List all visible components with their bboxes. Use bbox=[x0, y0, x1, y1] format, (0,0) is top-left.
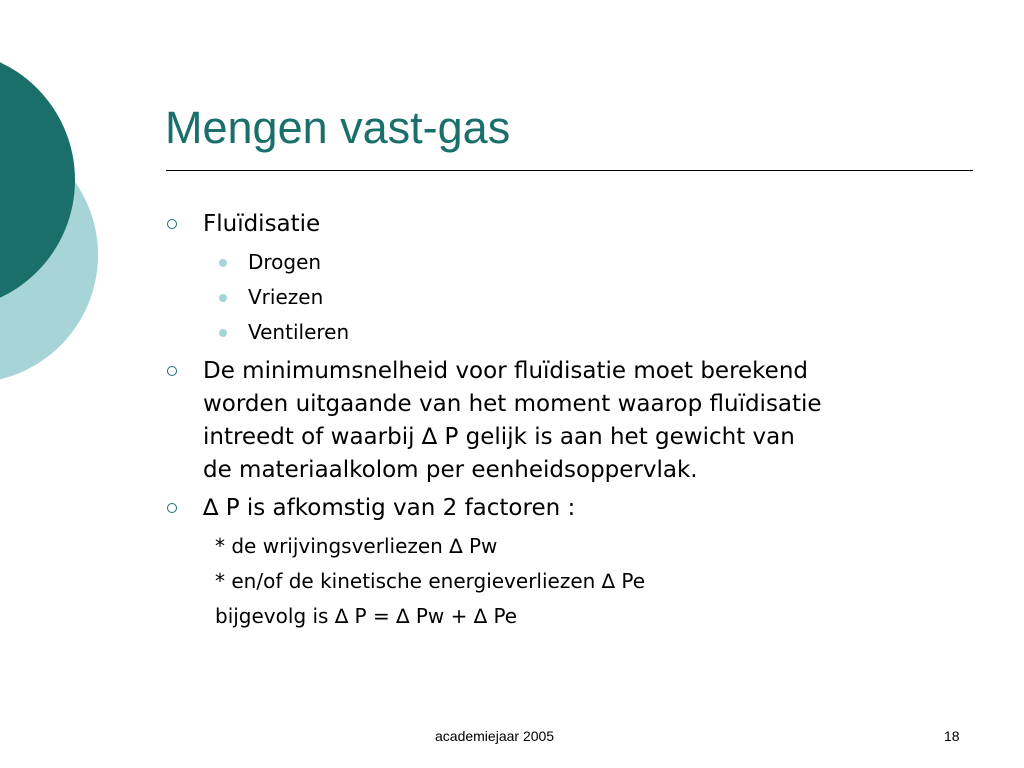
hollow-circle-bullet-icon bbox=[167, 366, 177, 376]
bullet-minimumsnelheid-paragraph bbox=[203, 355, 963, 487]
paragraph-line: De minimumsnelheid voor fluïdisatie moet berekend bbox=[203, 358, 808, 384]
paragraph-line: intreedt of waarbij ∆ P gelijk is aan het gewicht van bbox=[203, 424, 795, 450]
dot-bullet-icon bbox=[219, 259, 227, 267]
continuation-bijgevolg: bijgevolg is ∆ P = ∆ Pw + ∆ Pe bbox=[215, 604, 518, 628]
hollow-circle-bullet-icon bbox=[167, 219, 177, 229]
dot-bullet-icon bbox=[219, 329, 227, 337]
footer-page-number: 18 bbox=[944, 728, 960, 744]
continuation-wrijvingsverliezen: * de wrijvingsverliezen ∆ Pw bbox=[215, 534, 498, 558]
footer-academic-year: academiejaar 2005 bbox=[435, 728, 555, 744]
sub-item-vriezen: Vriezen bbox=[248, 285, 324, 309]
bullet-delta-p: ∆ P is afkomstig van 2 factoren : bbox=[203, 495, 576, 521]
paragraph-line: worden uitgaande van het moment waarop fluïdisatie bbox=[203, 391, 822, 417]
hollow-circle-bullet-icon bbox=[167, 503, 177, 513]
sub-item-drogen: Drogen bbox=[248, 250, 322, 274]
bullet-fluidisatie: Fluïdisatie bbox=[203, 211, 321, 237]
continuation-kinetische-energieverliezen: * en/of de kinetische energieverliezen ∆ Pe bbox=[215, 569, 646, 593]
paragraph-line: de materiaalkolom per eenheidsoppervlak. bbox=[203, 457, 698, 483]
slide-title: Mengen vast-gas bbox=[165, 102, 511, 153]
dot-bullet-icon bbox=[219, 294, 227, 302]
sub-item-ventileren: Ventileren bbox=[248, 320, 350, 344]
